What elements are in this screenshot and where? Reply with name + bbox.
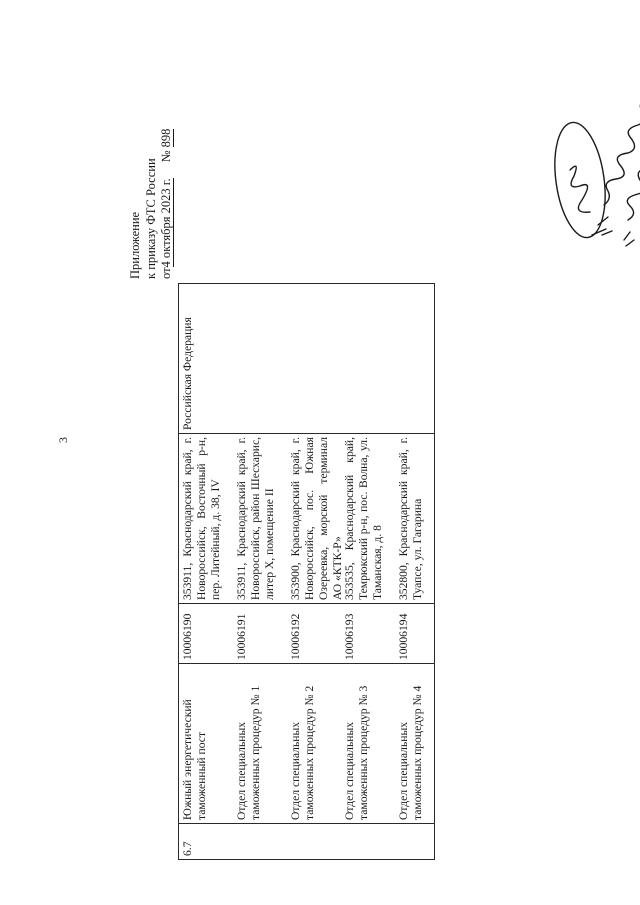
order-reference: к приказу ФТС России: [143, 158, 158, 279]
office-address: 353900, Краснодарский край, г. Новороссийск, пос. Южная Озереевка, морской терминал АО «КТК-Р»: [289, 437, 344, 600]
office-code: 10006192: [289, 613, 302, 660]
table-row: [179, 53, 435, 860]
office-address: 353535, Краснодарский край, Темрюкский р-н, пос. Волна, ул. Таманская, д. 8: [343, 437, 384, 600]
customs-offices-table: [178, 53, 435, 861]
order-date: 4 октября 2023 г.: [159, 178, 173, 268]
office-code-cell: [179, 604, 435, 664]
row-index: 6.7: [179, 824, 435, 860]
date-prefix: от: [159, 267, 173, 279]
office-name: Отдел специальных таможенных процедур № 2: [289, 685, 316, 820]
approval-stamp: [128, 49, 175, 279]
office-name: Отдел специальных таможенных процедур № 1: [235, 685, 262, 820]
rotated-document-body: [128, 50, 438, 860]
office-name: Южный энергетический таможенный пост: [181, 699, 208, 820]
office-name-cell: [179, 664, 435, 824]
office-code: 10006193: [343, 613, 356, 660]
office-code: 10006194: [397, 613, 410, 660]
office-address: 353911, Краснодарский край, г. Новороссийск, район Шесхарис, литер X, помещение II: [235, 437, 276, 600]
page-number: 3: [56, 437, 70, 443]
empty-cell: [179, 53, 435, 284]
appendix-label: Приложение: [128, 211, 142, 279]
number-label: №: [159, 150, 173, 163]
office-name: Отдел специальных таможенных процедур № 4: [397, 685, 424, 820]
office-code: 10006190: [181, 613, 194, 660]
office-name: Отдел специальных таможенных процедур № 3: [343, 685, 370, 820]
office-address: 352800, Краснодарский край, г. Туапсе, ул. Гагарина: [397, 437, 424, 600]
order-date-number: [159, 49, 175, 279]
office-address-cell: [179, 434, 435, 604]
office-code: 10006191: [235, 613, 248, 660]
office-address: 353911, Краснодарский край, г. Новороссийск, Восточный р-н, пер. Литейный, д. 38, IV: [181, 437, 222, 600]
order-number: 898: [159, 128, 173, 148]
country-cell: Российская Федерация: [179, 284, 435, 434]
handwritten-signature-icon: [540, 20, 640, 300]
